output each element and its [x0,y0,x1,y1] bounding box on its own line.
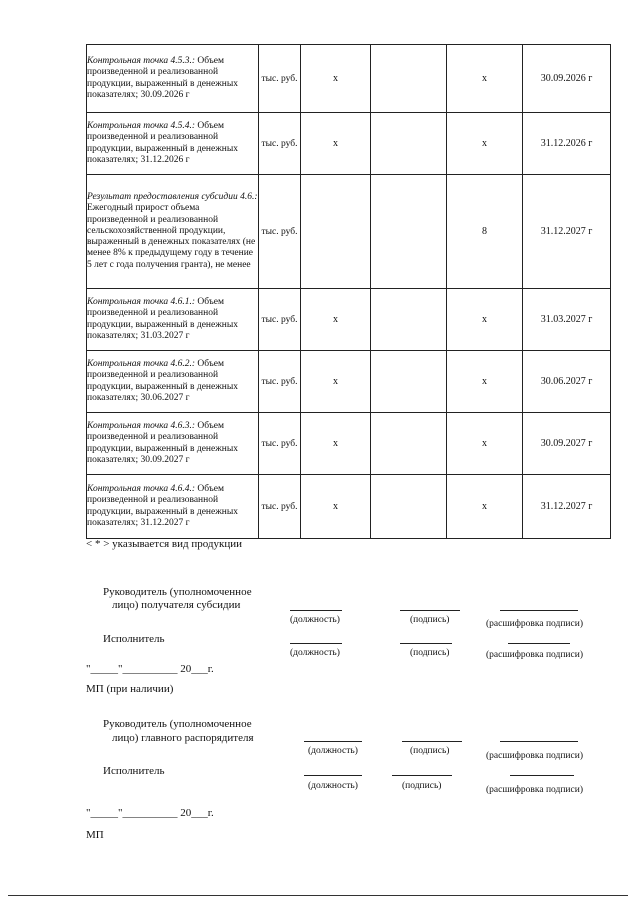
executor-signature-line [392,775,452,776]
indicator-text: Объем произведенной и реализованной продукции, выраженный в денежных показателях; 30.09.2026 г [87,55,239,100]
signature-caption: (подпись) [410,746,450,756]
indicator-text: Объем произведенной и реализованной продукции, выраженный в денежных показателях; 30.09.2027 г [87,420,239,465]
indicator-cell [87,175,259,289]
table-row [87,351,611,413]
position-caption: (должность) [290,615,340,625]
table-row [87,113,611,175]
stamp-label: МП [86,829,104,841]
footnote: < * > указывается вид продукции [86,538,242,550]
value-cell: х [301,113,371,175]
value-cell: х [301,475,371,539]
value-cell: х [447,289,523,351]
date-line: "_____"__________ 20___г. [86,663,214,675]
position-line [290,610,342,611]
value-cell: 8 [447,175,523,289]
executor-decoding-line [510,775,574,776]
decoding-line [500,610,578,611]
table-row [87,475,611,539]
indicator-cell [87,351,259,413]
position-caption: (должность) [308,746,358,756]
value-cell [371,351,447,413]
table-row [87,45,611,113]
decoding-caption: (расшифровка подписи) [486,751,583,761]
value-cell [371,113,447,175]
page-bottom-rule [8,895,628,896]
table-row [87,413,611,475]
indicator-title: Контрольная точка 4.5.3.: [87,55,196,66]
signature-caption: (подпись) [402,781,442,791]
signature-line [400,610,460,611]
results-table [86,44,611,539]
value-cell [371,475,447,539]
position-caption: (должность) [308,781,358,791]
indicator-text: Объем произведенной и реализованной продукции, выраженный в денежных показателях; 31.12.2027 г [87,483,239,528]
executor-label: Исполнитель [103,633,165,645]
unit-cell: тыс. руб. [259,351,301,413]
indicator-title: Контрольная точка 4.6.4.: [87,483,196,494]
decoding-caption: (расшифровка подписи) [486,619,583,629]
value-cell: х [447,113,523,175]
value-cell: х [301,289,371,351]
unit-cell: тыс. руб. [259,289,301,351]
indicator-title: Контрольная точка 4.6.1.: [87,296,196,307]
indicator-title: Контрольная точка 4.5.4.: [87,120,196,131]
signature-caption: (подпись) [410,615,450,625]
value-cell: х [301,413,371,475]
value-cell: х [447,475,523,539]
head-label-line2: лицо) получателя субсидии [112,599,241,611]
indicator-title: Результат предоставления субсидии 4.6.: [87,191,258,202]
unit-cell: тыс. руб. [259,175,301,289]
head-label-line1: Руководитель (уполномоченное [103,718,252,730]
value-cell: х [447,351,523,413]
date-line: "_____"__________ 20___г. [86,807,214,819]
indicator-text: Объем произведенной и реализованной продукции, выраженный в денежных показателях; 31.12.2026 г [87,120,239,165]
indicator-title: Контрольная точка 4.6.2.: [87,358,196,369]
indicator-cell [87,113,259,175]
unit-cell: тыс. руб. [259,475,301,539]
position-line [304,741,362,742]
table-row [87,289,611,351]
value-cell [371,413,447,475]
value-cell [301,175,371,289]
head-label-line2: лицо) главного распорядителя [112,732,254,744]
signature-caption: (подпись) [410,648,450,658]
value-cell: х [447,45,523,113]
date-cell: 30.06.2027 г [523,351,611,413]
executor-position-line [304,775,362,776]
decoding-line [500,741,578,742]
value-cell: х [447,413,523,475]
signature-line [402,741,462,742]
indicator-title: Контрольная точка 4.6.3.: [87,420,196,431]
date-cell: 30.09.2027 г [523,413,611,475]
date-cell: 31.03.2027 г [523,289,611,351]
indicator-cell [87,475,259,539]
value-cell: х [301,351,371,413]
date-cell: 31.12.2027 г [523,175,611,289]
value-cell [371,45,447,113]
indicator-cell [87,413,259,475]
position-caption: (должность) [290,648,340,658]
stamp-label: МП (при наличии) [86,683,174,695]
date-cell: 30.09.2026 г [523,45,611,113]
executor-position-line [290,643,342,644]
indicator-cell [87,45,259,113]
date-cell: 31.12.2027 г [523,475,611,539]
indicator-cell [87,289,259,351]
indicator-text: Ежегодный прирост объема произведенной и реализованной сельскохозяйственной продукции, выраженный в денежных показателях (не менее 8% к предыдущему году в течение 5 лет с года получения гранта), не менее [87,203,256,270]
date-cell: 31.12.2026 г [523,113,611,175]
unit-cell: тыс. руб. [259,113,301,175]
indicator-text: Объем произведенной и реализованной продукции, выраженный в денежных показателях; 30.06.2027 г [87,358,239,403]
decoding-caption: (расшифровка подписи) [486,650,583,660]
table-row [87,175,611,289]
value-cell [371,175,447,289]
decoding-caption: (расшифровка подписи) [486,785,583,795]
unit-cell: тыс. руб. [259,45,301,113]
executor-decoding-line [508,643,570,644]
value-cell: х [301,45,371,113]
unit-cell: тыс. руб. [259,413,301,475]
executor-signature-line [400,643,452,644]
executor-label: Исполнитель [103,765,165,777]
value-cell [371,289,447,351]
head-label-line1: Руководитель (уполномоченное [103,586,252,598]
indicator-text: Объем произведенной и реализованной продукции, выраженный в денежных показателях; 31.03.2027 г [87,296,239,341]
